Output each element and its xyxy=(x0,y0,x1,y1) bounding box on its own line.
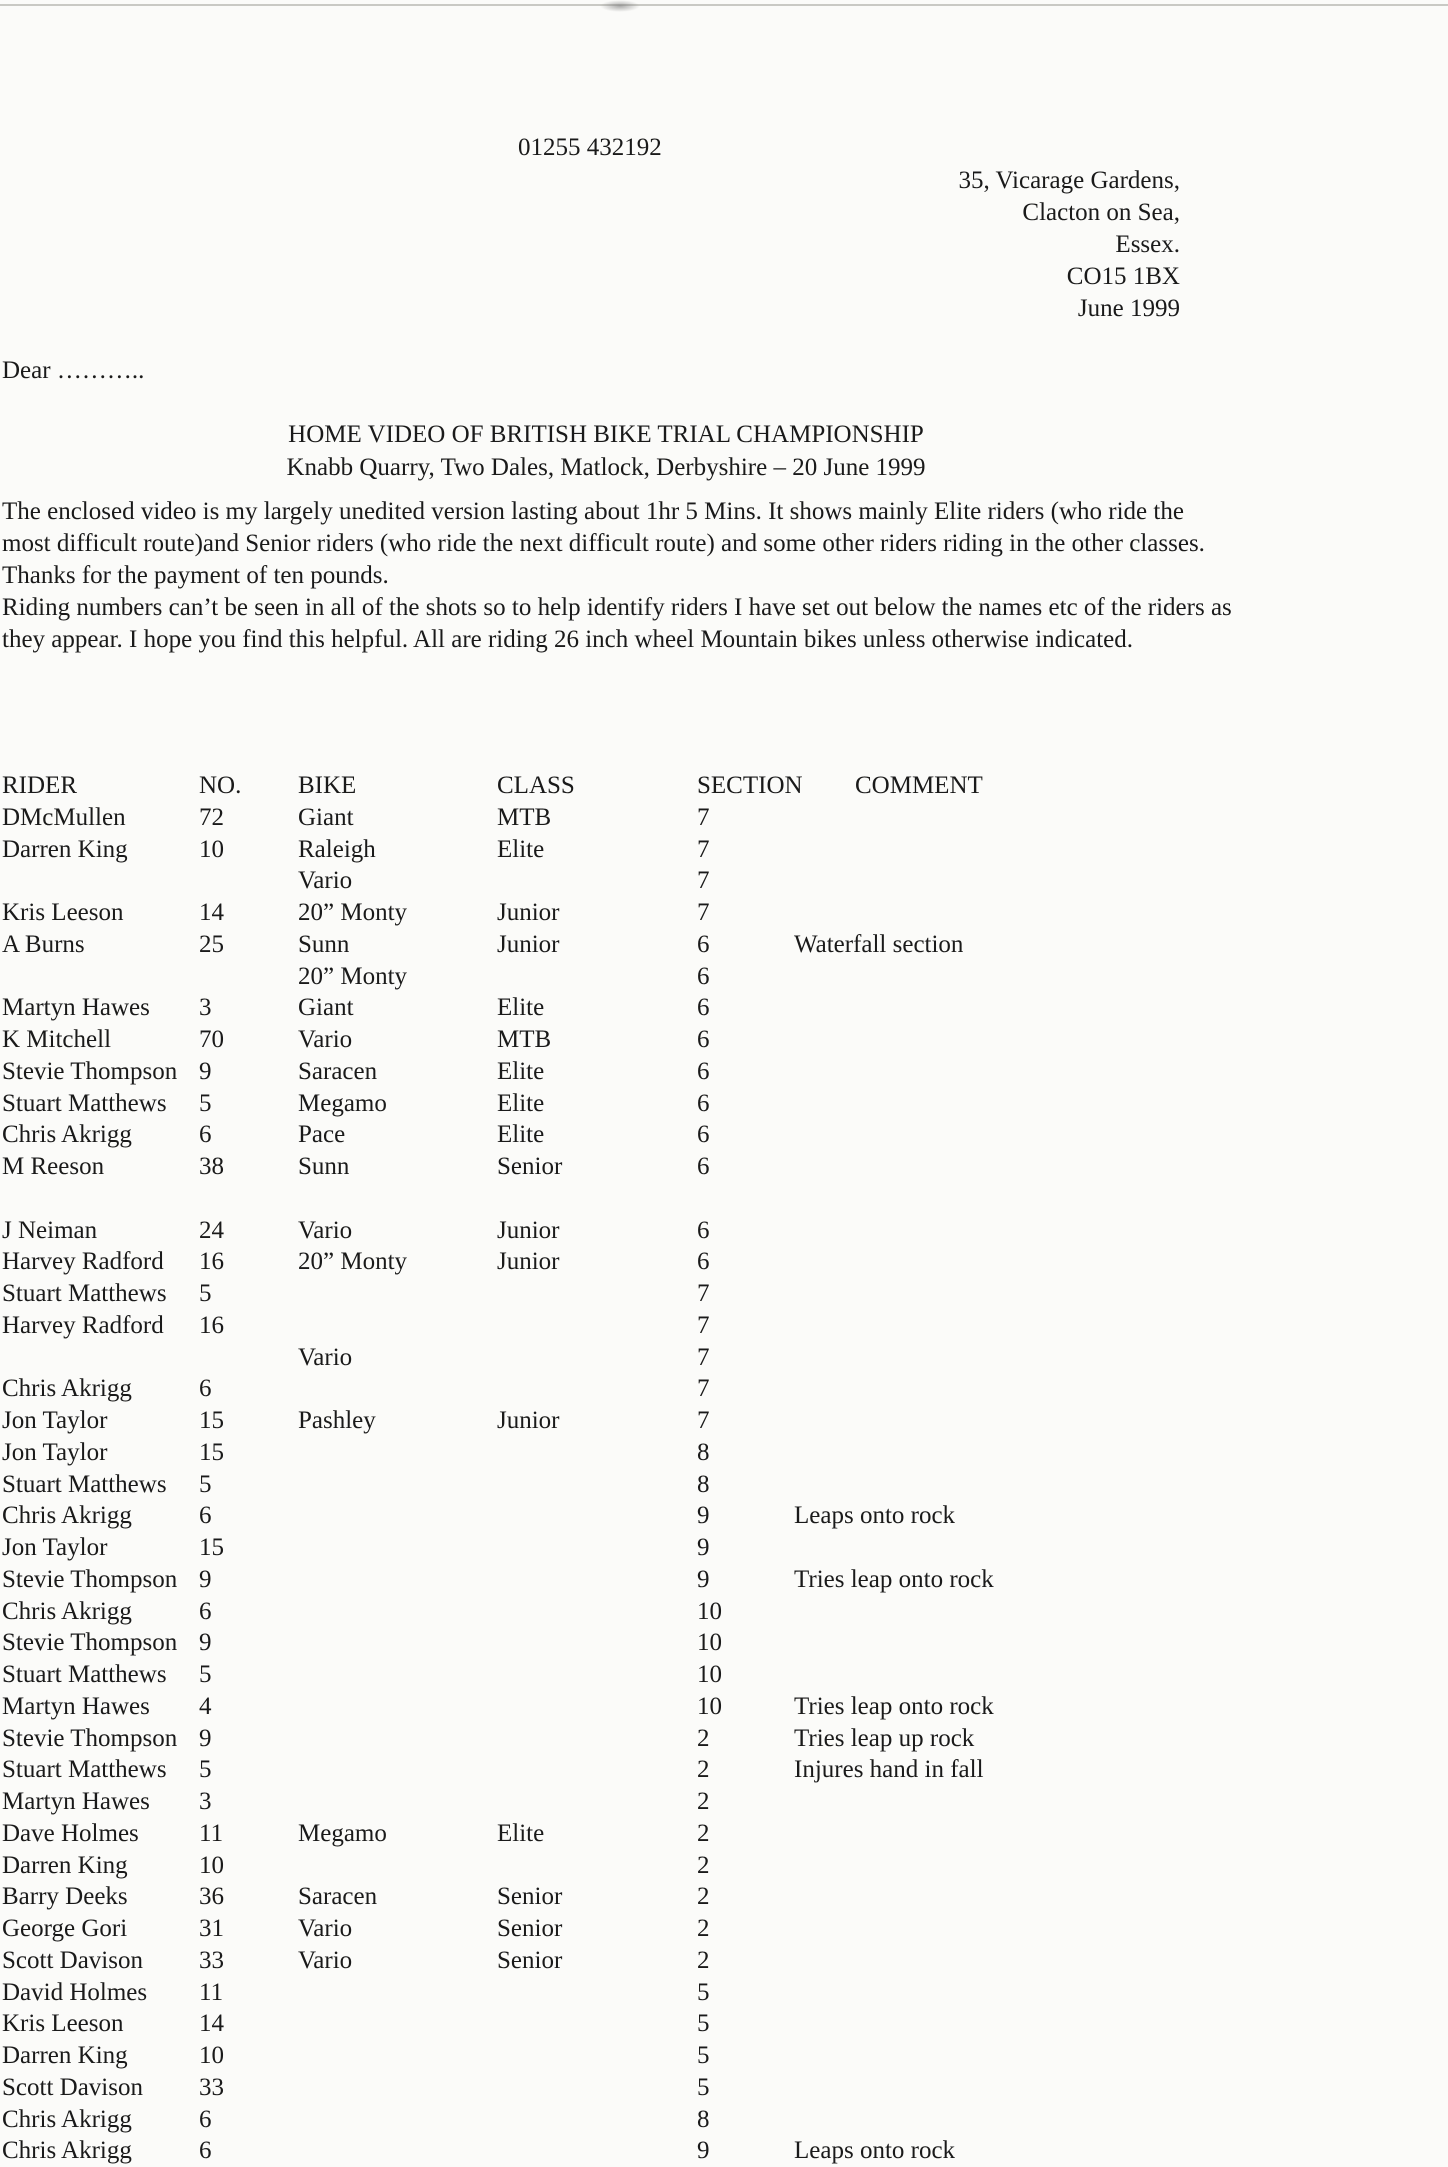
cell-no: 14 xyxy=(199,899,224,926)
table-row xyxy=(2,961,1252,993)
cell-rider: Chris Akrigg xyxy=(2,2105,132,2133)
cell-rider: David Holmes xyxy=(2,1978,148,2006)
cell-rider: Stuart Matthews xyxy=(2,1470,167,1498)
table-row xyxy=(2,897,1252,929)
cell-no: 10 xyxy=(199,1851,224,1879)
cell-no: 4 xyxy=(199,1692,212,1720)
cell-section: 6 xyxy=(697,1153,710,1180)
cell-bike: Sunn xyxy=(298,1153,350,1180)
cell-rider: Chris Akrigg xyxy=(2,1597,132,1625)
cell-rider: Dave Holmes xyxy=(2,1819,139,1847)
cell-rider: K Mitchell xyxy=(2,1026,112,1053)
cell-comment: Leaps onto rock xyxy=(794,1502,956,1530)
cell-section: 6 xyxy=(697,1089,710,1117)
cell-rider: A Burns xyxy=(2,930,85,958)
table-row xyxy=(2,1405,1252,1437)
cell-no: 3 xyxy=(199,994,212,1022)
cell-class: Senior xyxy=(497,1883,563,1911)
cell-rider: M Reeson xyxy=(2,1153,105,1180)
cell-bike: Megamo xyxy=(298,1819,387,1847)
cell-bike: Saracen xyxy=(298,1883,378,1911)
cell-rider: Barry Deeks xyxy=(2,1883,128,1911)
cell-no: 15 xyxy=(199,1438,224,1466)
cell-bike: Vario xyxy=(298,867,353,895)
cell-rider: Darren King xyxy=(2,1851,128,1879)
cell-section: 7 xyxy=(697,899,710,926)
cell-class: Junior xyxy=(497,930,560,958)
cell-section: 9 xyxy=(697,1534,710,1561)
table-row xyxy=(2,992,1252,1024)
address-line-4: CO15 1BX xyxy=(1066,263,1180,290)
table-row xyxy=(2,2008,1252,2040)
table-row xyxy=(2,1881,1252,1913)
cell-rider: Harvey Radford xyxy=(2,1311,164,1339)
cell-section: 7 xyxy=(697,1343,710,1371)
table-row xyxy=(2,1246,1252,1278)
table-row xyxy=(2,1373,1252,1405)
table-row xyxy=(2,1850,1252,1882)
address-line-3: Essex. xyxy=(1115,231,1180,258)
table-row xyxy=(2,1977,1252,2009)
cell-no: 5 xyxy=(199,1756,212,1784)
cell-no: 9 xyxy=(199,1057,212,1085)
cell-section: 5 xyxy=(697,1978,710,2006)
table-row xyxy=(2,1215,1252,1247)
table-row xyxy=(2,1596,1252,1628)
cell-no: 6 xyxy=(199,1597,212,1625)
body-paragraph: The enclosed video is my largely unedited version lasting about 1hr 5 Mins. It shows mainly Elite riders (who ride the most difficult route)and Senior riders (who ride the next difficult route) and some other riders riding in the other classes. xyxy=(2,498,1205,557)
cell-no: 6 xyxy=(199,2137,212,2165)
cell-class: Elite xyxy=(497,1057,545,1085)
cell-section: 7 xyxy=(697,803,710,831)
salutation: Dear ……….. xyxy=(2,357,145,384)
cell-no: 6 xyxy=(199,1502,212,1530)
cell-section: 7 xyxy=(697,1375,710,1403)
letter-body xyxy=(2,496,1232,656)
cell-bike: 20” Monty xyxy=(298,962,408,990)
cell-section: 8 xyxy=(697,2105,710,2133)
document-subtitle: Knabb Quarry, Two Dales, Matlock, Derbyshire – 20 June 1999 xyxy=(286,454,926,481)
cell-rider: Scott Davison xyxy=(2,2073,143,2101)
header-comment: COMMENT xyxy=(855,772,983,799)
cell-rider: Darren King xyxy=(2,2042,128,2069)
cell-bike: 20” Monty xyxy=(298,899,408,926)
cell-section: 8 xyxy=(697,1470,710,1498)
header-bike: BIKE xyxy=(298,772,357,799)
header-no: NO. xyxy=(199,772,242,799)
cell-section: 6 xyxy=(697,962,710,990)
table-row xyxy=(2,1818,1252,1850)
cell-section: 10 xyxy=(697,1629,722,1657)
table-row xyxy=(2,802,1252,834)
cell-class: Elite xyxy=(497,1819,545,1847)
cell-section: 6 xyxy=(697,1057,710,1085)
table-row xyxy=(2,1723,1252,1755)
cell-no: 10 xyxy=(199,2042,224,2069)
cell-section: 9 xyxy=(697,1502,710,1530)
cell-section: 6 xyxy=(697,1026,710,1053)
table-row xyxy=(2,1913,1252,1945)
cell-bike: Giant xyxy=(298,803,354,831)
table-row xyxy=(2,1024,1252,1056)
cell-rider: Stevie Thompson xyxy=(2,1724,178,1752)
cell-rider: Kris Leeson xyxy=(2,899,124,926)
table-row xyxy=(2,1342,1252,1374)
cell-section: 5 xyxy=(697,2073,710,2101)
cell-no: 16 xyxy=(199,1248,224,1276)
cell-no: 38 xyxy=(199,1153,224,1180)
cell-bike: Vario xyxy=(298,1216,353,1244)
cell-class: Elite xyxy=(497,1089,545,1117)
cell-section: 5 xyxy=(697,2042,710,2069)
cell-rider: Chris Akrigg xyxy=(2,1121,132,1149)
cell-rider: George Gori xyxy=(2,1915,128,1942)
cell-no: 6 xyxy=(199,1375,212,1403)
cell-section: 2 xyxy=(697,1883,710,1911)
rider-table xyxy=(2,770,1252,2167)
cell-rider: Darren King xyxy=(2,835,128,863)
table-row xyxy=(2,1564,1252,1596)
paper-fold-line xyxy=(0,4,1448,6)
cell-bike: Pace xyxy=(298,1121,346,1149)
cell-class: Junior xyxy=(497,899,560,926)
cell-section: 7 xyxy=(697,1407,710,1434)
cell-no: 3 xyxy=(199,1788,212,1815)
header-rider: RIDER xyxy=(2,772,77,799)
header-class: CLASS xyxy=(497,772,575,799)
cell-rider: Harvey Radford xyxy=(2,1248,164,1276)
cell-comment: Tries leap onto rock xyxy=(794,1692,994,1720)
table-row xyxy=(2,1754,1252,1786)
cell-section: 9 xyxy=(697,1565,710,1593)
cell-no: 9 xyxy=(199,1724,212,1752)
cell-no: 5 xyxy=(199,1661,212,1688)
cell-rider: Martyn Hawes xyxy=(2,994,150,1022)
cell-class: MTB xyxy=(497,803,552,831)
cell-rider: Martyn Hawes xyxy=(2,1692,150,1720)
table-row xyxy=(2,1437,1252,1469)
cell-rider: Chris Akrigg xyxy=(2,2137,132,2165)
cell-section: 6 xyxy=(697,994,710,1022)
cell-rider: Martyn Hawes xyxy=(2,1788,150,1815)
cell-class: Elite xyxy=(497,1121,545,1149)
cell-no: 33 xyxy=(199,2073,224,2101)
cell-section: 2 xyxy=(697,1851,710,1879)
cell-no: 11 xyxy=(199,1819,224,1847)
table-row xyxy=(2,929,1252,961)
cell-comment: Injures hand in fall xyxy=(794,1756,984,1784)
cell-no: 70 xyxy=(199,1026,224,1053)
staple-mark xyxy=(600,0,640,12)
cell-section: 2 xyxy=(697,1946,710,1974)
cell-rider: Stuart Matthews xyxy=(2,1089,167,1117)
table-row xyxy=(2,1659,1252,1691)
cell-rider: Stevie Thompson xyxy=(2,1565,178,1593)
body-paragraph: Thanks for the payment of ten pounds. xyxy=(2,562,389,589)
table-row xyxy=(2,1945,1252,1977)
cell-comment: Leaps onto rock xyxy=(794,2137,956,2165)
table-row xyxy=(2,1786,1252,1818)
table-header-row xyxy=(2,770,1252,802)
cell-rider: Stuart Matthews xyxy=(2,1756,167,1784)
cell-section: 10 xyxy=(697,1692,722,1720)
cell-rider: Jon Taylor xyxy=(2,1407,108,1434)
table-row xyxy=(2,1310,1252,1342)
cell-bike: Raleigh xyxy=(298,835,376,863)
cell-rider: Kris Leeson xyxy=(2,2010,124,2038)
cell-bike: 20” Monty xyxy=(298,1248,408,1276)
cell-class: Junior xyxy=(497,1248,560,1276)
cell-class: Elite xyxy=(497,835,545,863)
address-line-2: Clacton on Sea, xyxy=(1022,199,1180,226)
cell-section: 8 xyxy=(697,1438,710,1466)
cell-section: 6 xyxy=(697,930,710,958)
cell-class: Senior xyxy=(497,1915,563,1942)
cell-bike: Saracen xyxy=(298,1057,378,1085)
table-row xyxy=(2,1183,1252,1215)
address-line-1: 35, Vicarage Gardens, xyxy=(958,167,1180,194)
cell-bike: Giant xyxy=(298,994,354,1022)
cell-section: 7 xyxy=(697,1311,710,1339)
document-title: HOME VIDEO OF BRITISH BIKE TRIAL CHAMPIONSHIP xyxy=(288,421,924,448)
cell-rider: DMcMullen xyxy=(2,803,126,831)
cell-bike: Megamo xyxy=(298,1089,387,1117)
body-paragraph: Riding numbers can’t be seen in all of the shots so to help identify riders I have set out below the names etc of the riders as they appear. I hope you find this helpful. All are riding 26 inch wheel Mountain bikes unless otherwise indicated. xyxy=(2,594,1232,653)
table-row xyxy=(2,1088,1252,1120)
phone-number: 01255 432192 xyxy=(518,134,662,161)
cell-section: 10 xyxy=(697,1597,722,1625)
table-row xyxy=(2,1691,1252,1723)
table-row xyxy=(2,1151,1252,1183)
cell-section: 6 xyxy=(697,1121,710,1149)
table-row xyxy=(2,865,1252,897)
cell-rider: Stuart Matthews xyxy=(2,1280,167,1307)
cell-rider: Jon Taylor xyxy=(2,1438,108,1466)
cell-no: 36 xyxy=(199,1883,224,1911)
table-row xyxy=(2,1627,1252,1659)
cell-class: Elite xyxy=(497,994,545,1022)
cell-no: 9 xyxy=(199,1629,212,1657)
table-body xyxy=(2,802,1252,2167)
cell-section: 2 xyxy=(697,1819,710,1847)
cell-section: 6 xyxy=(697,1216,710,1244)
table-row xyxy=(2,1278,1252,1310)
cell-bike: Vario xyxy=(298,1026,353,1053)
cell-section: 2 xyxy=(697,1724,710,1752)
cell-rider: Scott Davison xyxy=(2,1946,143,1974)
cell-bike: Vario xyxy=(298,1946,353,1974)
cell-section: 10 xyxy=(697,1661,722,1688)
cell-no: 5 xyxy=(199,1089,212,1117)
cell-no: 6 xyxy=(199,1121,212,1149)
cell-rider: J Neiman xyxy=(2,1216,98,1244)
cell-no: 15 xyxy=(199,1534,224,1561)
cell-no: 31 xyxy=(199,1915,224,1942)
table-row xyxy=(2,1119,1252,1151)
cell-section: 5 xyxy=(697,2010,710,2038)
table-row xyxy=(2,2072,1252,2104)
cell-class: Junior xyxy=(497,1216,560,1244)
cell-no: 72 xyxy=(199,803,224,831)
cell-comment: Tries leap onto rock xyxy=(794,1565,994,1593)
cell-bike: Pashley xyxy=(298,1407,376,1434)
cell-no: 15 xyxy=(199,1407,224,1434)
cell-section: 2 xyxy=(697,1915,710,1942)
cell-no: 14 xyxy=(199,2010,224,2038)
table-row xyxy=(2,1469,1252,1501)
table-row xyxy=(2,2040,1252,2072)
cell-rider: Stevie Thompson xyxy=(2,1629,178,1657)
table-row xyxy=(2,834,1252,866)
table-row xyxy=(2,1532,1252,1564)
table-row xyxy=(2,1500,1252,1532)
cell-no: 16 xyxy=(199,1311,224,1339)
cell-section: 2 xyxy=(697,1788,710,1815)
cell-rider: Jon Taylor xyxy=(2,1534,108,1561)
cell-comment: Tries leap up rock xyxy=(794,1724,975,1752)
table-row xyxy=(2,2104,1252,2136)
table-row xyxy=(2,2135,1252,2167)
cell-no: 9 xyxy=(199,1565,212,1593)
cell-class: Junior xyxy=(497,1407,560,1434)
cell-no: 5 xyxy=(199,1280,212,1307)
cell-bike: Vario xyxy=(298,1915,353,1942)
cell-bike: Vario xyxy=(298,1343,353,1371)
cell-no: 33 xyxy=(199,1946,224,1974)
cell-no: 25 xyxy=(199,930,224,958)
cell-no: 11 xyxy=(199,1978,224,2006)
cell-no: 5 xyxy=(199,1470,212,1498)
cell-class: Senior xyxy=(497,1946,563,1974)
cell-rider: Chris Akrigg xyxy=(2,1502,132,1530)
cell-section: 7 xyxy=(697,1280,710,1307)
cell-bike: Sunn xyxy=(298,930,350,958)
cell-comment: Waterfall section xyxy=(794,930,964,958)
cell-no: 10 xyxy=(199,835,224,863)
table-row xyxy=(2,1056,1252,1088)
cell-section: 2 xyxy=(697,1756,710,1784)
cell-class: Senior xyxy=(497,1153,563,1180)
cell-class: MTB xyxy=(497,1026,552,1053)
cell-section: 9 xyxy=(697,2137,710,2165)
cell-section: 7 xyxy=(697,835,710,863)
cell-no: 24 xyxy=(199,1216,224,1244)
cell-rider: Stuart Matthews xyxy=(2,1661,167,1688)
cell-rider: Stevie Thompson xyxy=(2,1057,178,1085)
cell-section: 7 xyxy=(697,867,710,895)
address-date: June 1999 xyxy=(1077,295,1180,322)
cell-section: 6 xyxy=(697,1248,710,1276)
header-section: SECTION xyxy=(697,772,803,799)
cell-rider: Chris Akrigg xyxy=(2,1375,132,1403)
cell-no: 6 xyxy=(199,2105,212,2133)
